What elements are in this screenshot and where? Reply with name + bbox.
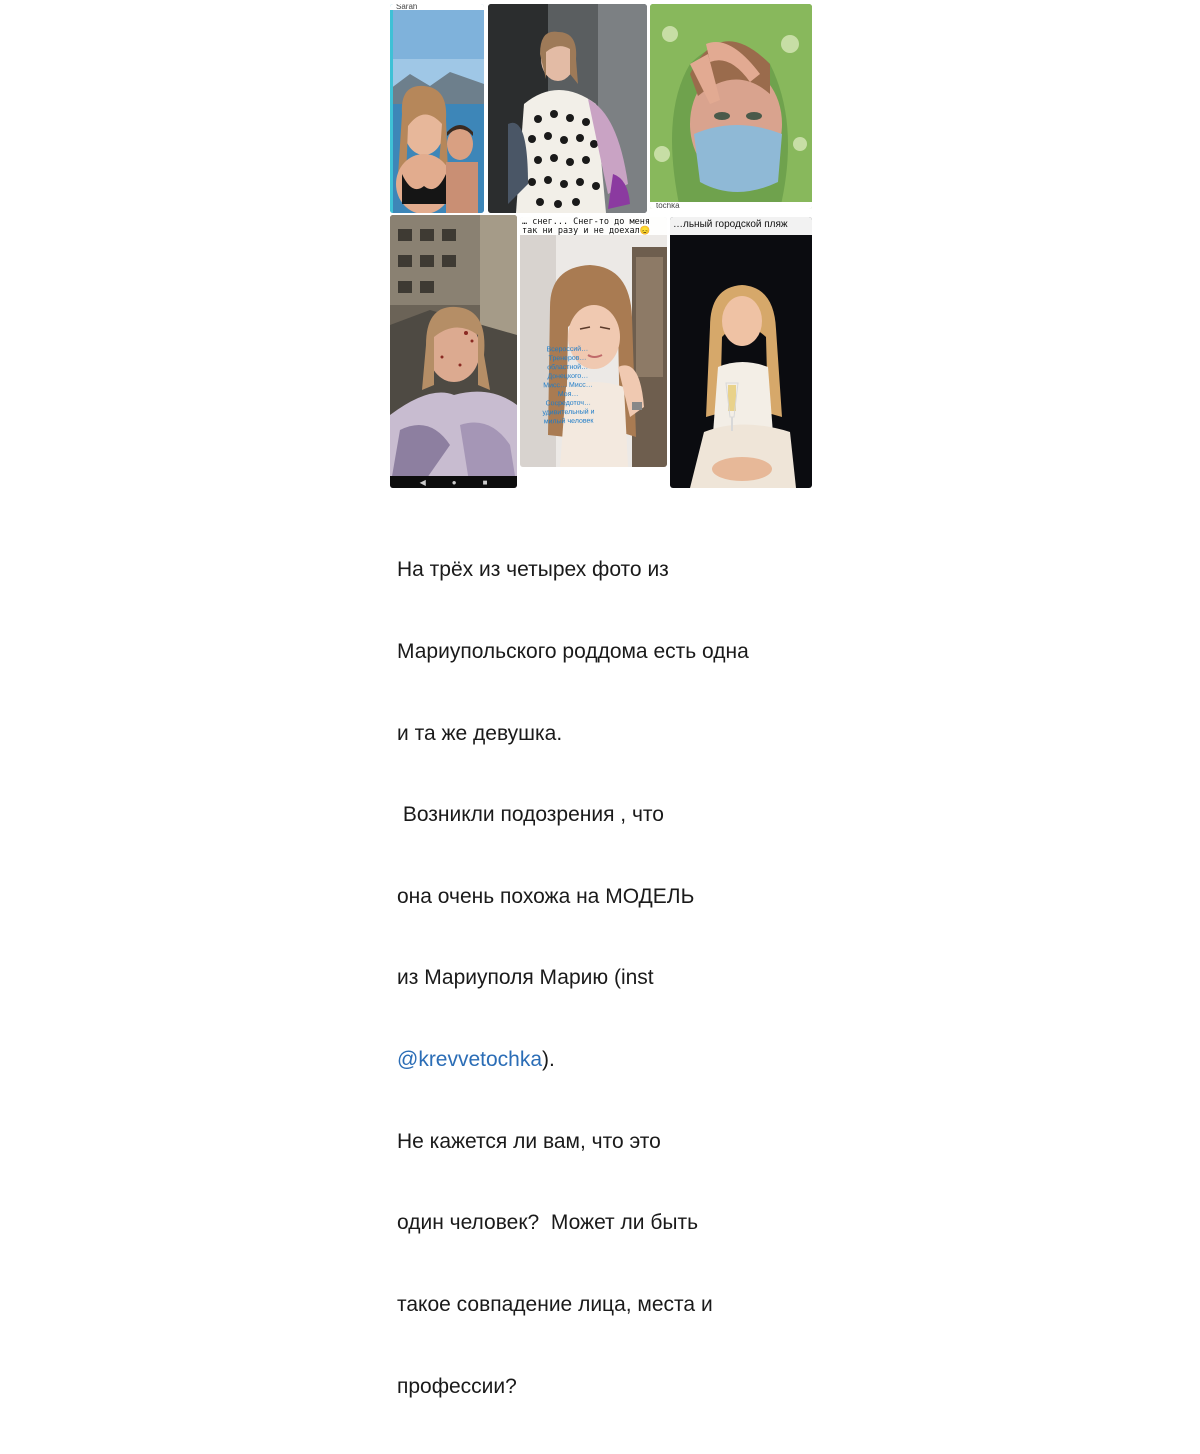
- photo-night-beach[interactable]: [670, 217, 812, 488]
- indoor-selfie-image: [520, 217, 667, 467]
- message-line: один человек? Может ли быть: [397, 1211, 699, 1235]
- photo5-caption-line2: так ни разу и не доехал😞: [522, 226, 651, 235]
- message-line: и та же девушка.: [397, 721, 563, 745]
- photo1-caption: Sarah: [390, 4, 484, 10]
- photo5-caption-line1: … снег... Снег-то до меня: [522, 217, 650, 227]
- message-line: профессии?: [397, 1374, 517, 1398]
- message-line: из Мариуполя Марию (inst: [397, 966, 654, 990]
- nav-recents-icon[interactable]: ■: [482, 477, 488, 487]
- photo-mask-blanket[interactable]: [650, 4, 812, 209]
- photo5-overlay-text: Всероссий… Тренеров… областной… Донецкого… Мисс… Мисс… Моя… Сосредоточ… удивительный и милый человек: [542, 345, 595, 426]
- photo-injured-woman[interactable]: [390, 215, 517, 488]
- photo-indoor-selfie[interactable]: [520, 217, 667, 467]
- photo5-caption: [520, 217, 667, 235]
- message-line: Мариупольского роддома есть одна: [397, 640, 749, 664]
- message-line: На трёх из четырех фото из: [397, 558, 669, 582]
- message-line: Не кажется ли вам, что это: [397, 1129, 661, 1153]
- beach-selfie-image: [390, 4, 484, 213]
- nav-home-icon[interactable]: ●: [451, 477, 457, 487]
- mention-suffix: ).: [542, 1048, 555, 1072]
- polka-dot-image: [488, 4, 647, 213]
- instagram-mention-link[interactable]: @krevvetochka: [397, 1048, 543, 1072]
- message-line: такое совпадение лица, места и: [397, 1292, 713, 1316]
- message-line-mention: [397, 1046, 807, 1073]
- night-beach-image: [670, 217, 812, 488]
- nav-back-icon[interactable]: ◀: [419, 477, 426, 487]
- photo6-caption: …льный городской пляж: [670, 217, 812, 235]
- photo-beach-selfie[interactable]: [390, 4, 484, 213]
- post-card: [386, 0, 814, 1398]
- post-message: [397, 502, 807, 1454]
- injured-woman-image: [390, 215, 517, 488]
- message-line: она очень похожа на МОДЕЛЬ: [397, 884, 695, 908]
- message-line: Возникли подозрения , что: [397, 803, 664, 827]
- photo3-caption: tochka: [650, 203, 812, 209]
- android-navbar: [390, 476, 517, 488]
- photo-polka-dot[interactable]: [488, 4, 647, 213]
- mask-blanket-image: [650, 4, 812, 209]
